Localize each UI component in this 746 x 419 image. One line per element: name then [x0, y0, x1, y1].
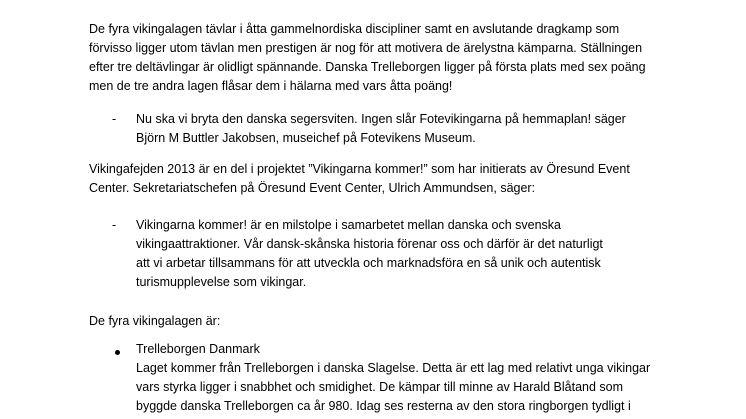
bullet-icon — [115, 350, 120, 355]
paragraph-line: förvisso ligger utom tävlan men prestigen är nog för att motivera de ärelystna kämparna. Ställningen — [89, 41, 643, 55]
paragraph-line: Vikingafejden 2013 är en del i projektet ”Vikingarna kommer!” som har initierats av Öresund Event — [89, 162, 630, 176]
paragraph-line: Center. Sekretariatschefen på Öresund Event Center, Ulrich Ammundsen, säger: — [89, 181, 536, 195]
quote-dash: - — [112, 218, 117, 232]
paragraph-line: De fyra vikingalagen tävlar i åtta gammelnordiska discipliner samt en avslutande dragkamp som — [89, 22, 620, 36]
quote-fotevikingarna — [136, 110, 626, 148]
paragraph-intro — [89, 20, 646, 96]
team-description-line: byggde danska Trelleborgen ca år 980. Idag ses resterna av den stora ringborgen tydligt i — [136, 399, 631, 413]
team-item-trelleborgen — [136, 340, 650, 416]
team-description-line: Laget kommer från Trelleborgen i danska Slagelse. Detta är ett lag med relativt unga vikingar — [136, 361, 651, 375]
team-name: Trelleborgen Danmark — [136, 342, 260, 356]
quote-dash: - — [112, 112, 117, 126]
quote-ammundsen — [136, 216, 603, 292]
team-description-line: vars styrka ligger i snabbhet och smidighet. De kämpar till minne av Harald Blåtand som — [136, 380, 624, 394]
quote-line: turismupplevelse som vikingar. — [136, 275, 307, 289]
paragraph-teams-intro: De fyra vikingalagen är: — [89, 314, 221, 328]
quote-line: vikingaattraktioner. Vår dansk-skånska historia förenar oss och därför är det naturligt — [136, 237, 603, 251]
quote-line: Vikingarna kommer! är en milstolpe i samarbetet mellan danska och svenska — [136, 218, 561, 232]
paragraph-vikingafejden — [89, 160, 630, 198]
paragraph-line: men de tre andra lagen flåsar dem i hälarna med vars åtta poäng! — [89, 79, 453, 93]
quote-line: Björn M Buttler Jakobsen, museichef på Fotevikens Museum. — [136, 131, 476, 145]
quote-line: Nu ska vi bryta den danska segersviten. Ingen slår Fotevikingarna på hemmaplan! säger — [136, 112, 626, 126]
paragraph-line: efter tre deltävlingar är olidligt spännande. Danska Trelleborgen ligger på första plats med sex poäng — [89, 60, 646, 74]
quote-line: att vi arbetar tillsammans för att utveckla och marknadsföra en så unik och autentisk — [136, 256, 601, 270]
